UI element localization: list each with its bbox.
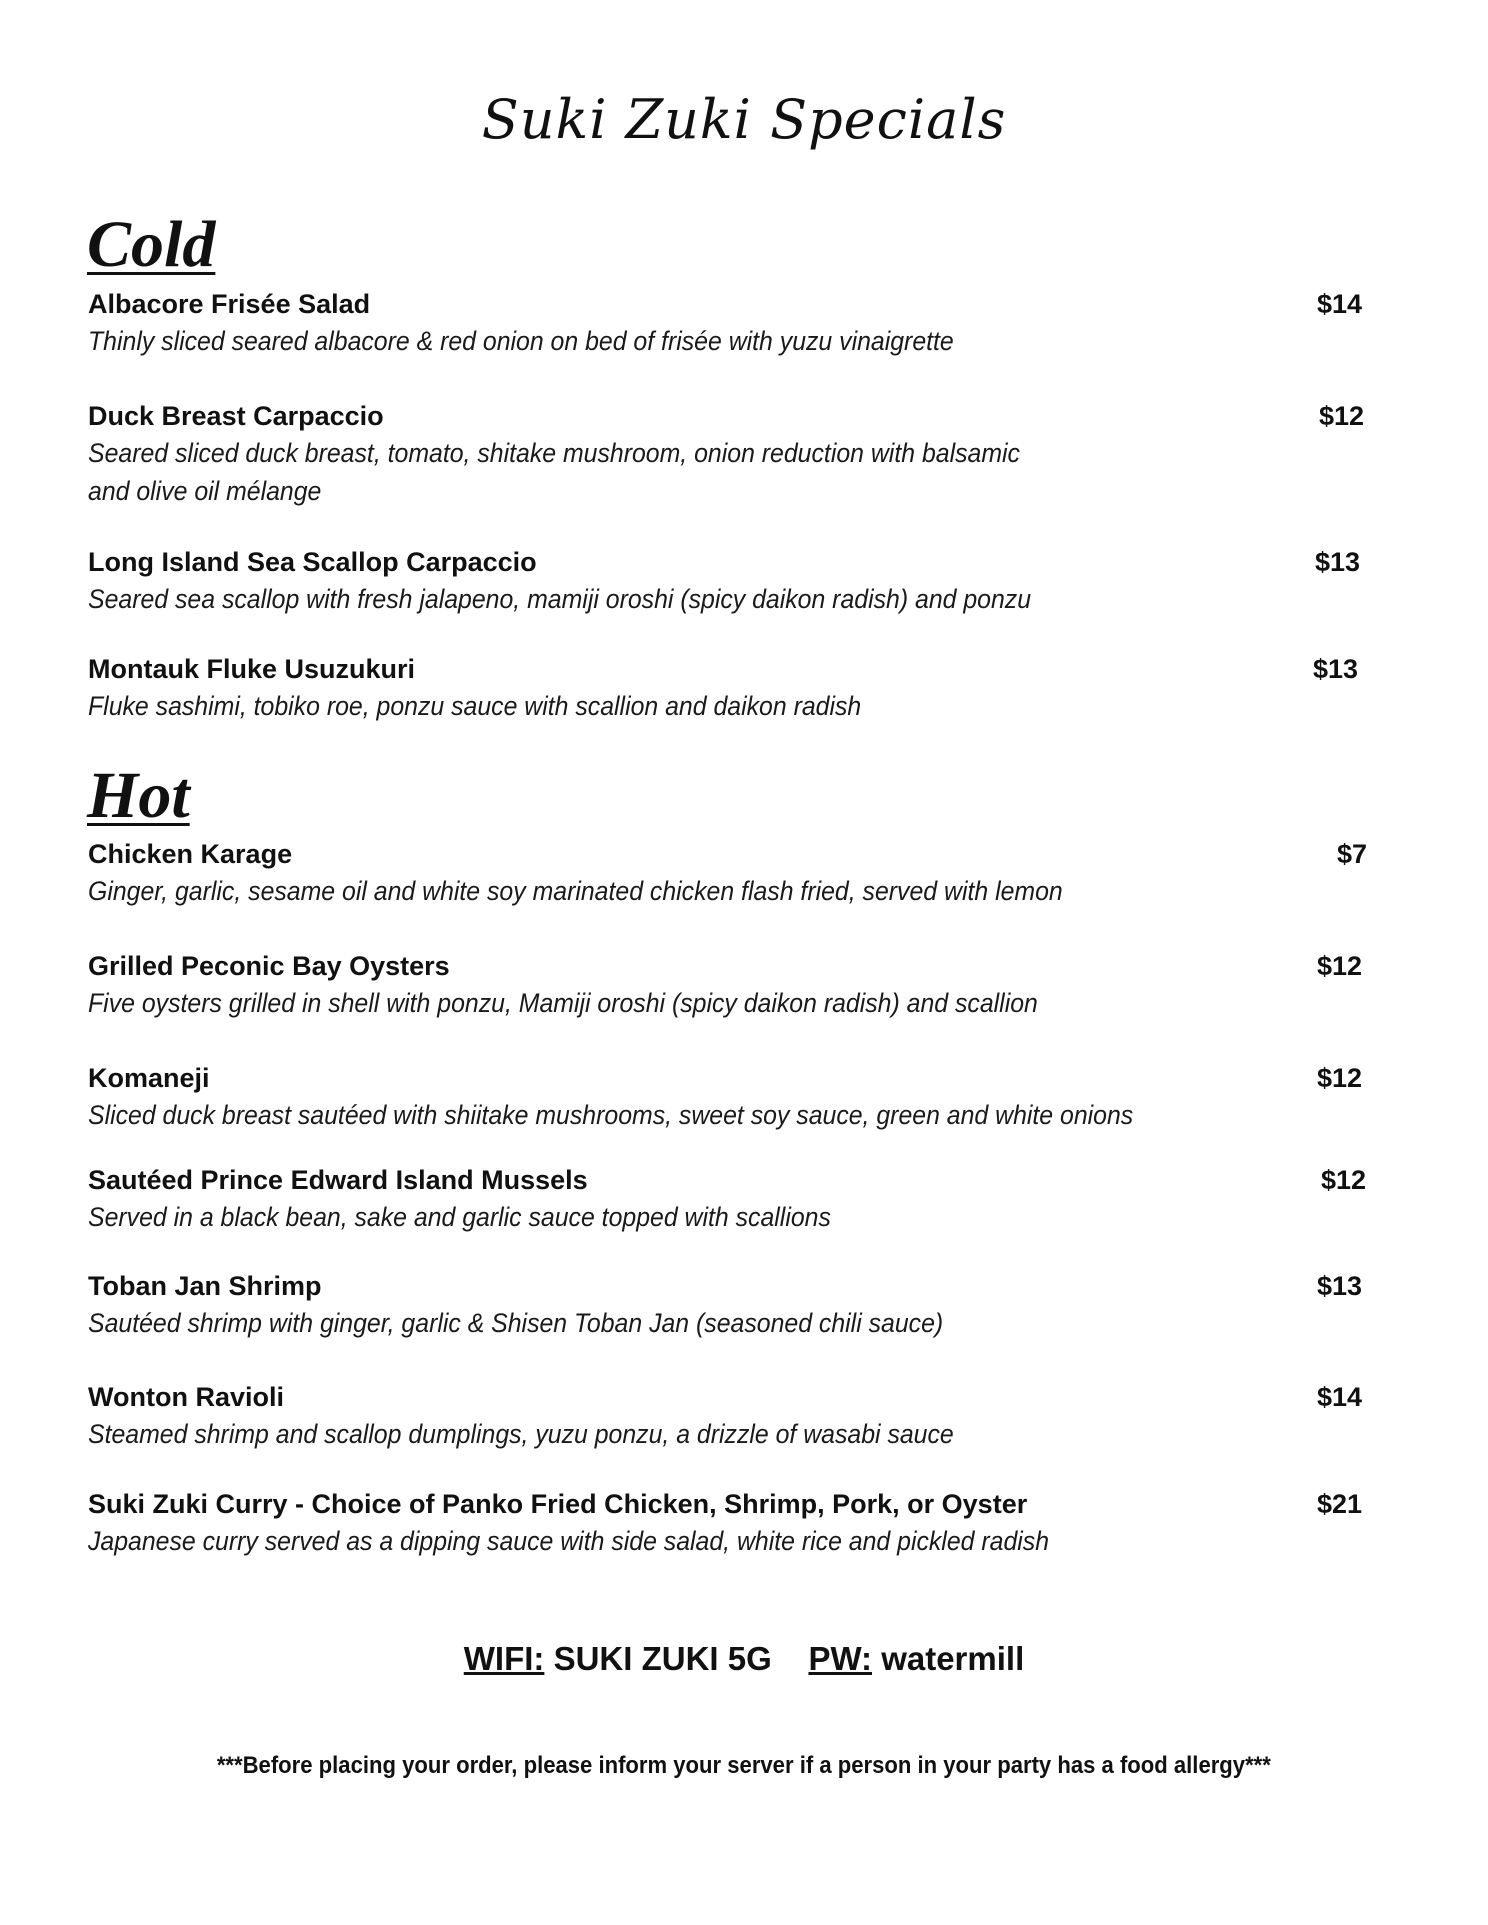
menu-item-name: Toban Jan Shrimp bbox=[88, 1271, 322, 1301]
menu-item-description: Japanese curry served as a dipping sauce with side salad, white rice and pickled radish bbox=[88, 1526, 1050, 1556]
menu-item-description: Five oysters grilled in shell with ponzu, Mamiji oroshi (spicy daikon radish) and scallion bbox=[88, 988, 1038, 1018]
menu-item-name: Montauk Fluke Usuzukuri bbox=[88, 654, 416, 684]
menu-item-price: $14 bbox=[1317, 1382, 1363, 1412]
menu-item-price: $21 bbox=[1317, 1489, 1363, 1519]
wifi-network: SUKI ZUKI 5G bbox=[553, 1640, 772, 1677]
menu-item-price: $14 bbox=[1317, 289, 1363, 319]
menu-item-name: Sautéed Prince Edward Island Mussels bbox=[88, 1165, 588, 1195]
menu-item-description: Thinly sliced seared albacore & red onion on bed of frisée with yuzu vinaigrette bbox=[88, 326, 954, 356]
menu-item-price: $13 bbox=[1313, 654, 1359, 684]
menu-item-description: Seared sliced duck breast, tomato, shitake mushroom, onion reduction with balsamic bbox=[88, 438, 1020, 468]
menu-item-price: $12 bbox=[1317, 951, 1363, 981]
menu-item-price: $13 bbox=[1317, 1271, 1363, 1301]
menu-item-description: Fluke sashimi, tobiko roe, ponzu sauce with scallion and daikon radish bbox=[88, 691, 862, 721]
menu-item bbox=[88, 1379, 1370, 1453]
menu-item-name: Wonton Ravioli bbox=[88, 1382, 284, 1412]
menu-item-description: Steamed shrimp and scallop dumplings, yuzu ponzu, a drizzle of wasabi sauce bbox=[88, 1419, 954, 1449]
menu-item-name: Chicken Karage bbox=[88, 839, 293, 869]
menu-item-description: Sautéed shrimp with ginger, garlic & Shisen Toban Jan (seasoned chili sauce) bbox=[88, 1308, 944, 1338]
wifi-info bbox=[0, 1640, 1488, 1678]
menu-item-name: Grilled Peconic Bay Oysters bbox=[88, 951, 450, 981]
menu-item bbox=[88, 286, 1370, 360]
menu-item-name: Long Island Sea Scallop Carpaccio bbox=[88, 547, 537, 577]
menu-item bbox=[88, 948, 1370, 1022]
menu-item-price: $12 bbox=[1317, 1063, 1363, 1093]
menu-item-name: Suki Zuki Curry - Choice of Panko Fried Chicken, Shrimp, Pork, or Oyster bbox=[88, 1489, 1028, 1519]
menu-item-name: Komaneji bbox=[88, 1063, 210, 1093]
menu-item-description: Sliced duck breast sautéed with shiitake mushrooms, sweet soy sauce, green and white onions bbox=[88, 1100, 1134, 1130]
menu-item-price: $12 bbox=[1319, 401, 1365, 431]
menu-item bbox=[88, 836, 1370, 910]
section-heading-cold: Cold bbox=[87, 208, 216, 281]
wifi-password: watermill bbox=[881, 1640, 1025, 1677]
menu-item-description: Seared sea scallop with fresh jalapeno, mamiji oroshi (spicy daikon radish) and ponzu bbox=[88, 584, 1032, 614]
wifi-label: WIFI: bbox=[463, 1640, 545, 1677]
menu-item bbox=[88, 1060, 1370, 1134]
wifi-password-label: PW: bbox=[808, 1640, 873, 1677]
menu-item bbox=[88, 398, 1370, 510]
menu-item bbox=[88, 544, 1370, 618]
menu-item-price: $13 bbox=[1315, 547, 1361, 577]
menu-item-description-continued: and olive oil mélange bbox=[88, 476, 322, 506]
menu-item-description: Served in a black bean, sake and garlic sauce topped with scallions bbox=[88, 1202, 831, 1232]
menu-item bbox=[88, 1268, 1370, 1342]
menu-item-name: Duck Breast Carpaccio bbox=[88, 401, 384, 431]
menu-item bbox=[88, 1486, 1370, 1560]
menu-item-price: $7 bbox=[1337, 839, 1368, 869]
menu-item-description: Ginger, garlic, sesame oil and white soy marinated chicken flash fried, served with lemon bbox=[88, 876, 1063, 906]
section-heading-hot: Hot bbox=[87, 759, 190, 832]
allergy-notice: ***Before placing your order, please inform your server if a person in your party has a food allergy*** bbox=[216, 1752, 1272, 1779]
page-title: Suki Zuki Specials bbox=[481, 88, 1007, 151]
menu-item-price: $12 bbox=[1321, 1165, 1367, 1195]
menu-item bbox=[88, 1162, 1370, 1236]
menu-item-name: Albacore Frisée Salad bbox=[88, 289, 371, 319]
allergy-notice-container bbox=[0, 1752, 1488, 1780]
menu-item bbox=[88, 651, 1370, 725]
